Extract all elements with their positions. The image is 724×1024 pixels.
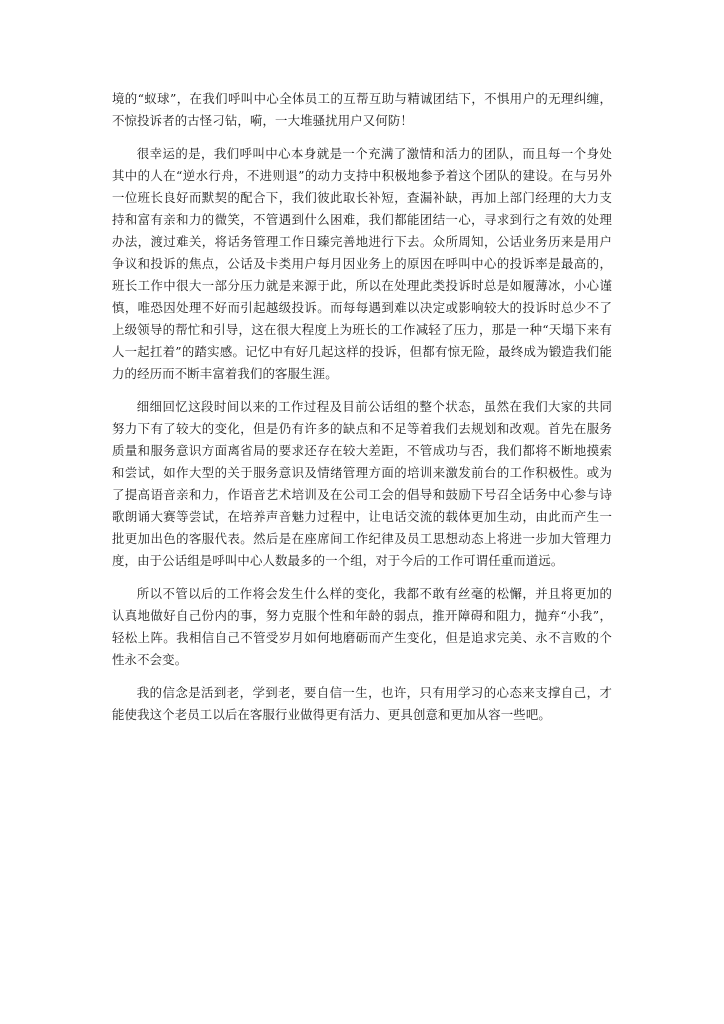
paragraph-belief: 我的信念是活到老，学到老，要自信一生，也许，只有用学习的心态来支撑自己，才能使我这个老员工以后在客服行业做得更有活力、更具创意和更加从容一些吧。 [112,685,612,722]
paragraph-improvement-plans: 细细回忆这段时间以来的工作过程及目前公话组的整个状态，虽然在我们大家的共同努力下有了较大的变化，但是仍有许多的缺点和不足等着我们去规划和改观。首先在服务质量和服务意识方面离省局的要求还存在较大差距，不管成功与否，我们都将不断地摸索和尝试，如作大型的关于服务意识及情绪管理方面的培训来激发前台的工作积极性。或为了提高语音亲和力，作语音艺术培训及在公司工会的倡导和鼓励下号召全话务中心参与诗歌朗诵大赛等尝试，在培养声音魅力过程中，让电话交流的载体更加生动，由此而产生一批更加出色的客服代表。然后是在座席间工作纪律及员工思想动态上将进一步加大管理力度，由于公话组是呼叫中心人数最多的一个组，对于今后的工作可谓任重而道远。 [112,399,612,568]
paragraph-continuation: 境的“蚁球”，在我们呼叫中心全体员工的互帮互助与精诚团结下，不惧用户的无理纠缠，不惊投诉者的古怪刁钻，嗬，一大堆骚扰用户又何防！ [112,91,612,128]
paragraph-commitment: 所以不管以后的工作将会发生什么样的变化，我都不敢有丝毫的松懈，并且将更加的认真地做好自己份内的事，努力克服个性和年龄的弱点，推开障碍和阻力，抛弃“小我”，轻松上阵。我相信自己不管受岁月如何地磨砺而产生变化，但是追求完美、永不言败的个性永不会变。 [112,586,612,667]
document-body [112,88,612,737]
paragraph-team-support: 很幸运的是，我们呼叫中心本身就是一个充满了激情和活力的团队，而且每一个身处其中的人在“逆水行舟，不进则退”的动力支持中积极地参予着这个团队的建设。在与另外一位班长良好而默契的配合下，我们彼此取长补短，查漏补缺，再加上部门经理的大力支持和富有亲和力的微笑，不管遇到什么困难，我们都能团结一心，寻求到行之有效的处理办法，渡过难关，将话务管理工作日臻完善地进行下去。众所周知，公话业务历来是用户争议和投诉的焦点，公话及卡类用户每月因业务上的原因在呼叫中心的投诉率是最高的，班长工作中很大一部分压力就是来源于此，所以在处理此类投诉时总是如履薄冰，小心谨慎，唯恐因处理不好而引起越级投诉。而每每遇到难以决定或影响较大的投诉时总少不了上级领导的帮忙和引导，这在很大程度上为班长的工作减轻了压力，那是一种“天塌下来有人一起扛着”的踏实感。记忆中有好几起这样的投诉，但都有惊无险，最终成为锻造我们能力的经历而不断丰富着我们的客服生涯。 [112,146,612,381]
